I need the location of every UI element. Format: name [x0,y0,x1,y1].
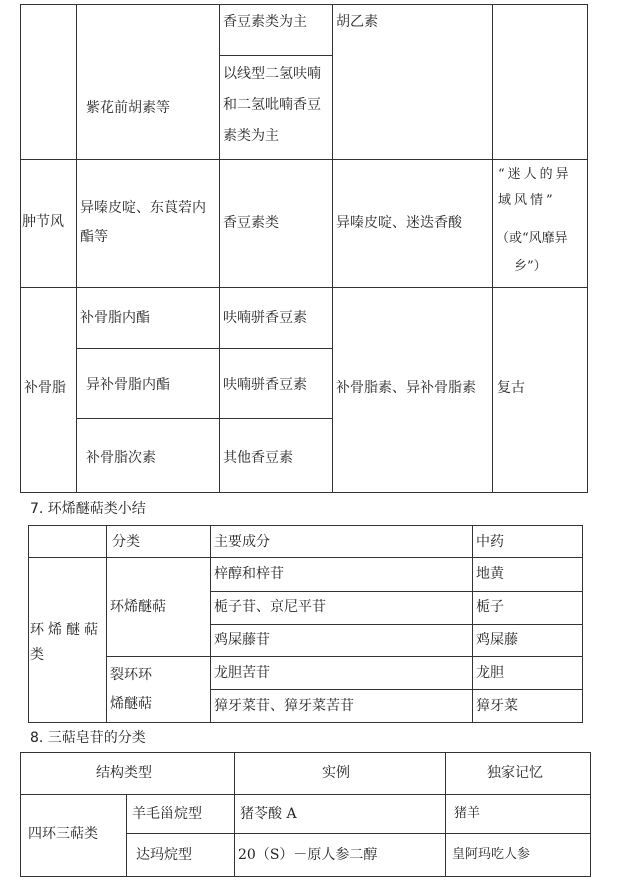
cell-type: 香豆素类 [223,215,279,231]
cell-ingredient: 龙胆苦苷 [214,665,270,681]
column-header-example: 实例 [322,765,350,781]
cell-ingredient: 紫花前胡素等 [86,100,170,116]
table-border-left [20,4,21,493]
table-rule [76,348,332,349]
column-header-herb: 中药 [476,534,504,550]
table-rule [472,525,473,723]
table-rule [332,4,333,493]
cell-ingredient: 异嗪皮啶、东莨菪内 [80,200,206,216]
cell-subcategory: 裂环环 [110,667,152,683]
cell-ingredient: 补骨脂内酯 [80,310,150,326]
cell-ingredient: 獐牙菜苷、獐牙菜苦苷 [214,698,354,714]
cell-herb: 鸡屎藤 [476,632,518,648]
table-rule [76,418,332,419]
cell-example: 20（S）－原人参二醇 [238,847,378,863]
table-rule [20,794,591,795]
table-rule [106,525,107,723]
cell-type: 以线型二氢呋喃 [223,66,321,82]
table-border-bottom [28,722,583,723]
cell-herb: 肿节风 [22,214,64,230]
table-border-right [587,4,588,493]
table-rule [76,4,77,493]
table-border-top [20,4,588,5]
table-border-right [582,525,583,723]
table-rule [210,624,583,625]
column-header-category: 分类 [112,534,140,550]
cell-herb: 龙胆 [476,665,504,681]
section-title-8: 8. 三萜皂苷的分类 [30,730,146,746]
table-border-bottom [20,492,588,493]
cell-type: 其他香豆素 [223,450,293,466]
cell-subcategory: 环烯醚萜 [110,599,166,615]
cell-group: 类 [30,647,44,663]
cell-type: 呋喃骈香豆素 [223,377,307,393]
cell-ingredient: 栀子苷、京尼平苷 [214,599,326,615]
cell-ingredient: 异补骨脂内酯 [86,377,170,393]
cell-group: 环烯醚萜 [30,622,102,638]
table-rule [20,159,588,160]
cell-herb: 栀子 [476,599,504,615]
table-border-left [28,525,29,723]
cell-structure-type: 达玛烷型 [136,847,192,863]
cell-herb: 獐牙菜 [476,698,518,714]
table-border-top [28,525,583,526]
table-border-top [20,752,591,753]
table-rule [210,591,583,592]
table-rule [126,833,591,834]
cell-structure-type: 羊毛甾烷型 [132,806,202,822]
table-rule [219,55,332,56]
cell-type: 和二氢吡喃香豆 [223,97,321,113]
column-header-memory: 独家记忆 [487,765,543,781]
cell-memory: （或“风靡异 [496,231,568,246]
cell-marker: 补骨脂素、异补骨脂素 [336,380,476,396]
table-rule [492,4,493,493]
cell-type: 香豆素类为主 [223,14,307,30]
column-header-structure-type: 结构类型 [96,765,152,781]
cell-herb: 地黄 [476,566,504,582]
table-rule [234,752,235,877]
cell-memory: “迷人的异 [498,167,572,182]
cell-type: 呋喃骈香豆素 [223,310,307,326]
table-rule [210,689,583,690]
cell-ingredient: 补骨脂次素 [86,450,156,466]
table-rule [106,656,583,657]
table-rule [219,4,220,493]
cell-example: 猪苓酸 A [240,806,297,822]
cell-group: 四环三萜类 [28,826,98,842]
table-rule [210,525,211,723]
cell-subcategory: 烯醚萜 [110,696,152,712]
cell-marker: 异嗪皮啶、迷迭香酸 [336,215,462,231]
cell-memory: 域风情” [498,193,556,208]
table-rule [20,287,588,288]
table-border-bottom [20,876,591,877]
table-border-right [590,752,591,877]
table-rule [126,794,127,877]
cell-ingredient: 梓醇和梓苷 [214,566,284,582]
cell-ingredient: 鸡屎藤苷 [214,632,270,648]
section-title-7: 7. 环烯醚萜类小结 [30,501,146,517]
cell-ingredient: 酯等 [80,229,108,245]
column-header-ingredient: 主要成分 [214,534,270,550]
table-border-left [20,752,21,877]
cell-type: 素类为主 [223,128,279,144]
table-rule [28,557,583,558]
cell-memory: 皇阿玛吃人参 [452,847,531,862]
cell-memory: 乡”） [514,259,547,274]
table-rule [445,752,446,877]
cell-herb: 补骨脂 [24,380,66,396]
cell-memory: 复古 [497,380,525,396]
cell-memory: 猪羊 [454,806,481,821]
cell-memory: 胡乙素 [336,14,378,30]
